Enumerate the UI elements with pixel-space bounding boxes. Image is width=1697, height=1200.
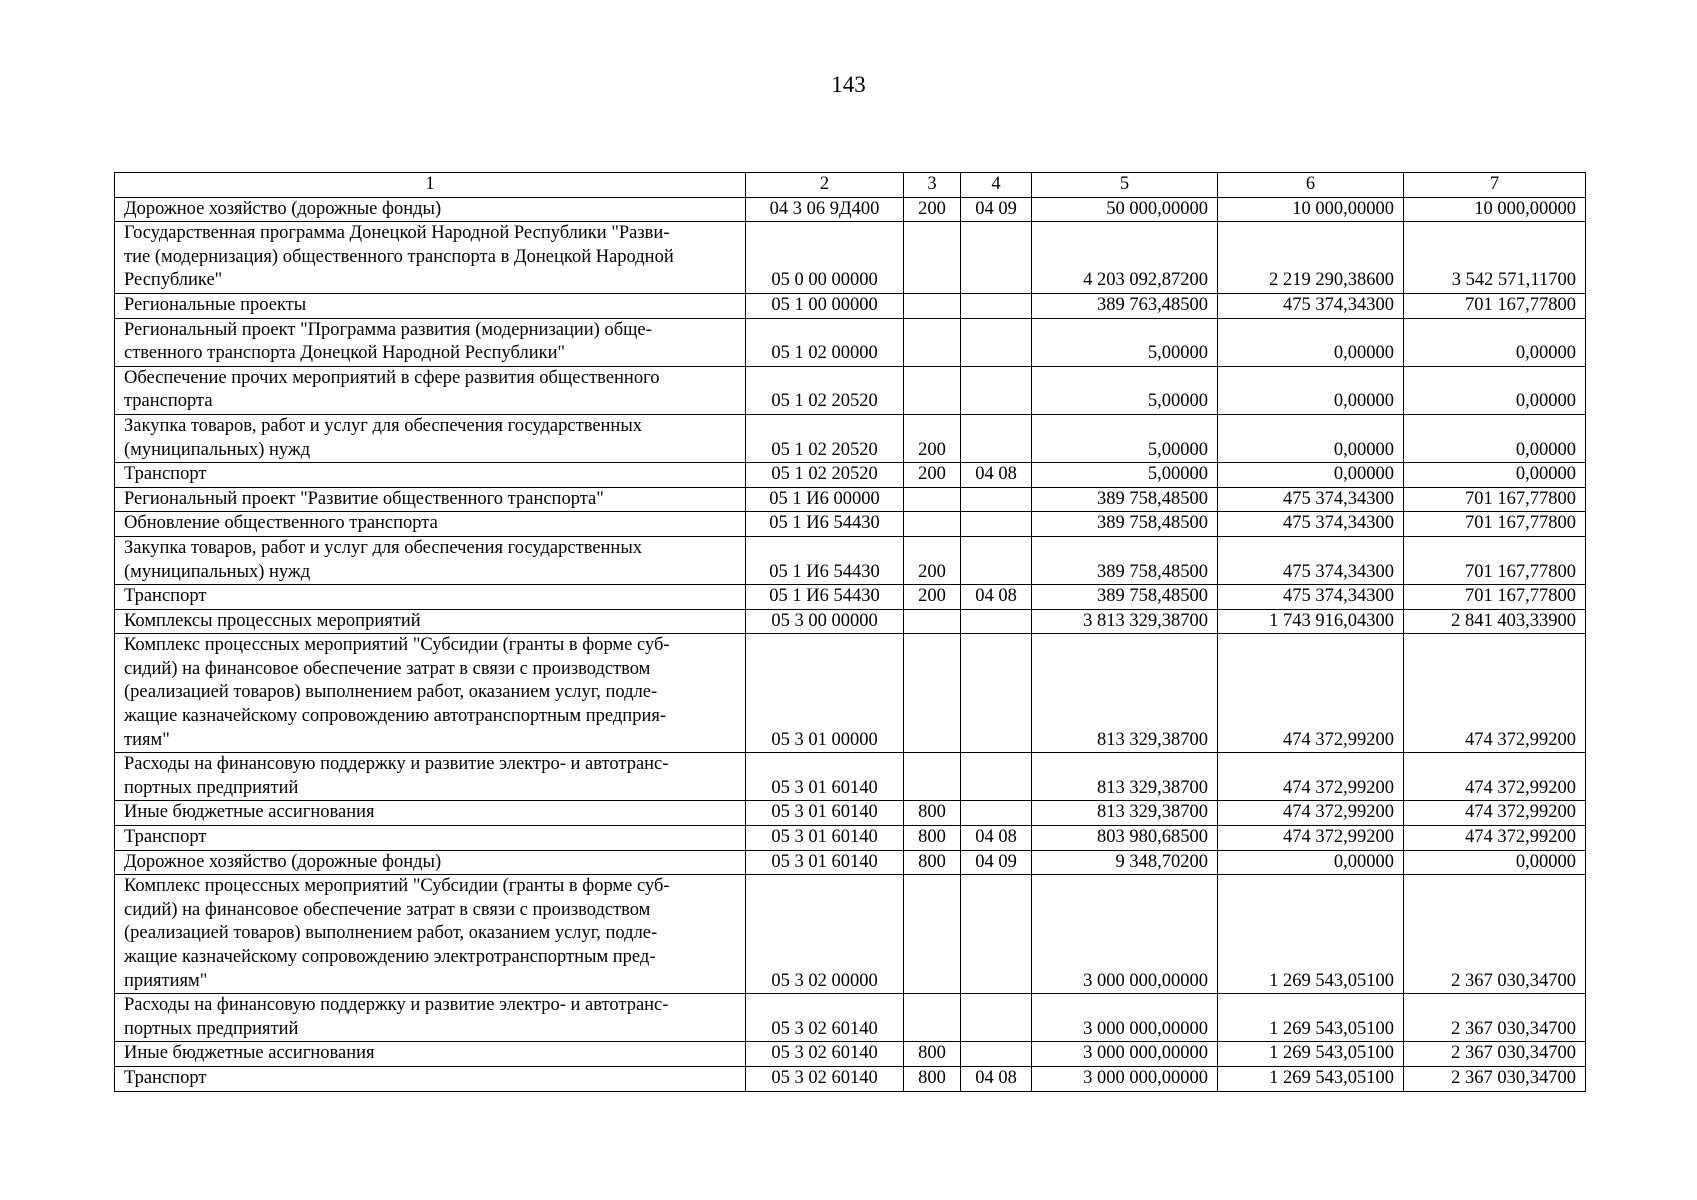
- row-amount-6: 475 374,34300: [1218, 487, 1404, 512]
- row-section: [961, 875, 1032, 994]
- row-code: 05 1 И6 00000: [746, 487, 904, 512]
- table-row: [115, 585, 1586, 610]
- table-row: [115, 753, 1586, 801]
- row-amount-5: 5,00000: [1032, 414, 1218, 462]
- row-name: Комплексы процессных мероприятий: [115, 609, 746, 634]
- row-amount-6: 10 000,00000: [1218, 197, 1404, 222]
- row-amount-6: 1 269 543,05100: [1218, 994, 1404, 1042]
- row-code: 05 3 01 60140: [746, 801, 904, 826]
- header-col-4: 4: [961, 173, 1032, 198]
- row-expense-type: 800: [904, 1066, 961, 1091]
- row-amount-5: 9 348,70200: [1032, 850, 1218, 875]
- row-name: Региональный проект "Программа развития (модернизации) обще- ственного транспорта Донецкой Народной Республики": [115, 318, 746, 366]
- row-name: Региональные проекты: [115, 293, 746, 318]
- row-section: [961, 222, 1032, 294]
- header-col-5: 5: [1032, 173, 1218, 198]
- row-amount-6: 475 374,34300: [1218, 585, 1404, 610]
- row-amount-7: 2 367 030,34700: [1404, 1066, 1586, 1091]
- table-row: [115, 1066, 1586, 1091]
- row-name: Иные бюджетные ассигнования: [115, 801, 746, 826]
- row-expense-type: 200: [904, 536, 961, 584]
- row-name: Комплекс процессных мероприятий "Субсидии (гранты в форме суб- сидий) на финансовое обеспечение затрат в связи с производством (реализацией товаров) выполнением работ, оказанием услуг, подле- жащие казначейскому сопровождению автотранспортным предприя- тиям": [115, 634, 746, 753]
- row-amount-7: 474 372,99200: [1404, 753, 1586, 801]
- table-row: [115, 512, 1586, 537]
- table-row: [115, 609, 1586, 634]
- page-number: 143: [831, 72, 866, 97]
- row-amount-5: 813 329,38700: [1032, 753, 1218, 801]
- row-amount-6: 475 374,34300: [1218, 512, 1404, 537]
- row-amount-6: 474 372,99200: [1218, 801, 1404, 826]
- row-amount-5: 389 758,48500: [1032, 536, 1218, 584]
- row-code: 05 1 И6 54430: [746, 512, 904, 537]
- row-section: [961, 512, 1032, 537]
- table-row: [115, 536, 1586, 584]
- header-col-1: 1: [115, 173, 746, 198]
- table-row: [115, 318, 1586, 366]
- row-expense-type: [904, 293, 961, 318]
- row-code: 05 1 02 00000: [746, 318, 904, 366]
- row-amount-6: 0,00000: [1218, 318, 1404, 366]
- table-row: [115, 634, 1586, 753]
- row-name: Обеспечение прочих мероприятий в сфере развития общественного транспорта: [115, 366, 746, 414]
- budget-table: [114, 172, 1586, 1092]
- row-section: [961, 1042, 1032, 1067]
- row-amount-5: 5,00000: [1032, 463, 1218, 488]
- row-amount-6: 474 372,99200: [1218, 634, 1404, 753]
- row-amount-5: 389 763,48500: [1032, 293, 1218, 318]
- row-section: [961, 536, 1032, 584]
- row-section: 04 08: [961, 463, 1032, 488]
- row-expense-type: [904, 512, 961, 537]
- table-row: [115, 850, 1586, 875]
- table-row: [115, 875, 1586, 994]
- row-amount-6: 474 372,99200: [1218, 826, 1404, 851]
- row-amount-5: 3 000 000,00000: [1032, 875, 1218, 994]
- row-amount-6: 1 743 916,04300: [1218, 609, 1404, 634]
- row-code: 05 3 02 00000: [746, 875, 904, 994]
- row-expense-type: [904, 875, 961, 994]
- row-amount-7: 2 367 030,34700: [1404, 875, 1586, 994]
- row-name: Дорожное хозяйство (дорожные фонды): [115, 850, 746, 875]
- row-section: 04 08: [961, 585, 1032, 610]
- row-section: [961, 994, 1032, 1042]
- row-expense-type: [904, 222, 961, 294]
- row-expense-type: [904, 366, 961, 414]
- row-code: 05 1 00 00000: [746, 293, 904, 318]
- row-amount-7: 2 367 030,34700: [1404, 1042, 1586, 1067]
- row-amount-7: 0,00000: [1404, 850, 1586, 875]
- row-section: [961, 318, 1032, 366]
- row-amount-5: 3 000 000,00000: [1032, 1066, 1218, 1091]
- row-amount-5: 4 203 092,87200: [1032, 222, 1218, 294]
- row-amount-6: 0,00000: [1218, 850, 1404, 875]
- row-amount-7: 0,00000: [1404, 366, 1586, 414]
- row-section: [961, 366, 1032, 414]
- row-amount-5: 813 329,38700: [1032, 801, 1218, 826]
- row-name: Иные бюджетные ассигнования: [115, 1042, 746, 1067]
- row-amount-5: 3 000 000,00000: [1032, 1042, 1218, 1067]
- row-amount-7: 701 167,77800: [1404, 585, 1586, 610]
- row-name: Региональный проект "Развитие общественного транспорта": [115, 487, 746, 512]
- row-name: Закупка товаров, работ и услуг для обеспечения государственных (муниципальных) нужд: [115, 536, 746, 584]
- row-amount-6: 0,00000: [1218, 414, 1404, 462]
- table-row: [115, 826, 1586, 851]
- table-row: [115, 293, 1586, 318]
- row-amount-7: 2 841 403,33900: [1404, 609, 1586, 634]
- row-amount-7: 0,00000: [1404, 463, 1586, 488]
- row-code: 05 0 00 00000: [746, 222, 904, 294]
- table-row: [115, 222, 1586, 294]
- row-amount-7: 0,00000: [1404, 414, 1586, 462]
- row-code: 05 3 00 00000: [746, 609, 904, 634]
- row-expense-type: [904, 994, 961, 1042]
- table-header-row: [115, 173, 1586, 198]
- row-amount-5: 389 758,48500: [1032, 487, 1218, 512]
- row-name: Транспорт: [115, 826, 746, 851]
- row-section: [961, 801, 1032, 826]
- row-amount-5: 813 329,38700: [1032, 634, 1218, 753]
- header-col-7: 7: [1404, 173, 1586, 198]
- row-expense-type: 800: [904, 801, 961, 826]
- row-amount-6: 475 374,34300: [1218, 536, 1404, 584]
- row-expense-type: [904, 487, 961, 512]
- row-section: [961, 487, 1032, 512]
- row-code: 05 3 01 60140: [746, 850, 904, 875]
- row-expense-type: [904, 318, 961, 366]
- row-amount-5: 3 000 000,00000: [1032, 994, 1218, 1042]
- row-amount-7: 701 167,77800: [1404, 536, 1586, 584]
- row-amount-7: 474 372,99200: [1404, 801, 1586, 826]
- row-code: 05 1 02 20520: [746, 463, 904, 488]
- table-row: [115, 463, 1586, 488]
- table-row: [115, 414, 1586, 462]
- header-col-3: 3: [904, 173, 961, 198]
- row-amount-6: 0,00000: [1218, 463, 1404, 488]
- row-amount-6: 1 269 543,05100: [1218, 875, 1404, 994]
- row-name: Комплекс процессных мероприятий "Субсидии (гранты в форме суб- сидий) на финансовое обеспечение затрат в связи с производством (реализацией товаров) выполнением работ, оказанием услуг, подле- жащие казначейскому сопровождению электротранспортным пред- приятиям": [115, 875, 746, 994]
- row-section: 04 09: [961, 850, 1032, 875]
- row-amount-7: 474 372,99200: [1404, 634, 1586, 753]
- row-code: 05 1 02 20520: [746, 414, 904, 462]
- row-code: 04 3 06 9Д400: [746, 197, 904, 222]
- row-amount-5: 389 758,48500: [1032, 585, 1218, 610]
- row-amount-7: 0,00000: [1404, 318, 1586, 366]
- row-amount-6: 1 269 543,05100: [1218, 1066, 1404, 1091]
- row-section: [961, 293, 1032, 318]
- row-amount-7: 10 000,00000: [1404, 197, 1586, 222]
- row-amount-7: 474 372,99200: [1404, 826, 1586, 851]
- row-amount-6: 2 219 290,38600: [1218, 222, 1404, 294]
- row-code: 05 3 02 60140: [746, 994, 904, 1042]
- row-section: 04 09: [961, 197, 1032, 222]
- row-amount-5: 5,00000: [1032, 318, 1218, 366]
- row-section: 04 08: [961, 826, 1032, 851]
- row-expense-type: 200: [904, 463, 961, 488]
- row-name: Расходы на финансовую поддержку и развитие электро- и автотранс- портных предприятий: [115, 994, 746, 1042]
- row-section: [961, 634, 1032, 753]
- row-code: 05 3 01 60140: [746, 753, 904, 801]
- row-section: [961, 414, 1032, 462]
- row-expense-type: 200: [904, 414, 961, 462]
- row-expense-type: 800: [904, 1042, 961, 1067]
- row-code: 05 1 И6 54430: [746, 585, 904, 610]
- row-name: Дорожное хозяйство (дорожные фонды): [115, 197, 746, 222]
- row-expense-type: 800: [904, 850, 961, 875]
- table-row: [115, 1042, 1586, 1067]
- table-row: [115, 366, 1586, 414]
- row-name: Государственная программа Донецкой Народной Республики "Разви- тие (модернизация) общественного транспорта в Донецкой Народной Республике": [115, 222, 746, 294]
- table-row: [115, 197, 1586, 222]
- row-amount-7: 701 167,77800: [1404, 293, 1586, 318]
- row-code: 05 3 02 60140: [746, 1042, 904, 1067]
- row-code: 05 3 01 60140: [746, 826, 904, 851]
- row-amount-6: 474 372,99200: [1218, 753, 1404, 801]
- row-expense-type: 200: [904, 197, 961, 222]
- table-row: [115, 487, 1586, 512]
- row-amount-7: 3 542 571,11700: [1404, 222, 1586, 294]
- row-amount-5: 389 758,48500: [1032, 512, 1218, 537]
- row-name: Транспорт: [115, 463, 746, 488]
- table-row: [115, 801, 1586, 826]
- row-section: [961, 753, 1032, 801]
- header-col-6: 6: [1218, 173, 1404, 198]
- row-name: Закупка товаров, работ и услуг для обеспечения государственных (муниципальных) нужд: [115, 414, 746, 462]
- row-amount-5: 5,00000: [1032, 366, 1218, 414]
- row-name: Транспорт: [115, 585, 746, 610]
- row-name: Обновление общественного транспорта: [115, 512, 746, 537]
- row-code: 05 1 02 20520: [746, 366, 904, 414]
- row-amount-7: 701 167,77800: [1404, 512, 1586, 537]
- row-amount-5: 3 813 329,38700: [1032, 609, 1218, 634]
- row-amount-7: 2 367 030,34700: [1404, 994, 1586, 1042]
- row-expense-type: [904, 634, 961, 753]
- row-amount-7: 701 167,77800: [1404, 487, 1586, 512]
- row-amount-5: 803 980,68500: [1032, 826, 1218, 851]
- header-col-2: 2: [746, 173, 904, 198]
- row-name: Транспорт: [115, 1066, 746, 1091]
- row-amount-6: 475 374,34300: [1218, 293, 1404, 318]
- row-expense-type: [904, 753, 961, 801]
- row-code: 05 1 И6 54430: [746, 536, 904, 584]
- row-code: 05 3 01 00000: [746, 634, 904, 753]
- row-name: Расходы на финансовую поддержку и развитие электро- и автотранс- портных предприятий: [115, 753, 746, 801]
- row-section: 04 08: [961, 1066, 1032, 1091]
- row-section: [961, 609, 1032, 634]
- row-code: 05 3 02 60140: [746, 1066, 904, 1091]
- row-amount-5: 50 000,00000: [1032, 197, 1218, 222]
- row-expense-type: 800: [904, 826, 961, 851]
- row-amount-6: 0,00000: [1218, 366, 1404, 414]
- row-expense-type: 200: [904, 585, 961, 610]
- row-amount-6: 1 269 543,05100: [1218, 1042, 1404, 1067]
- table-row: [115, 994, 1586, 1042]
- row-expense-type: [904, 609, 961, 634]
